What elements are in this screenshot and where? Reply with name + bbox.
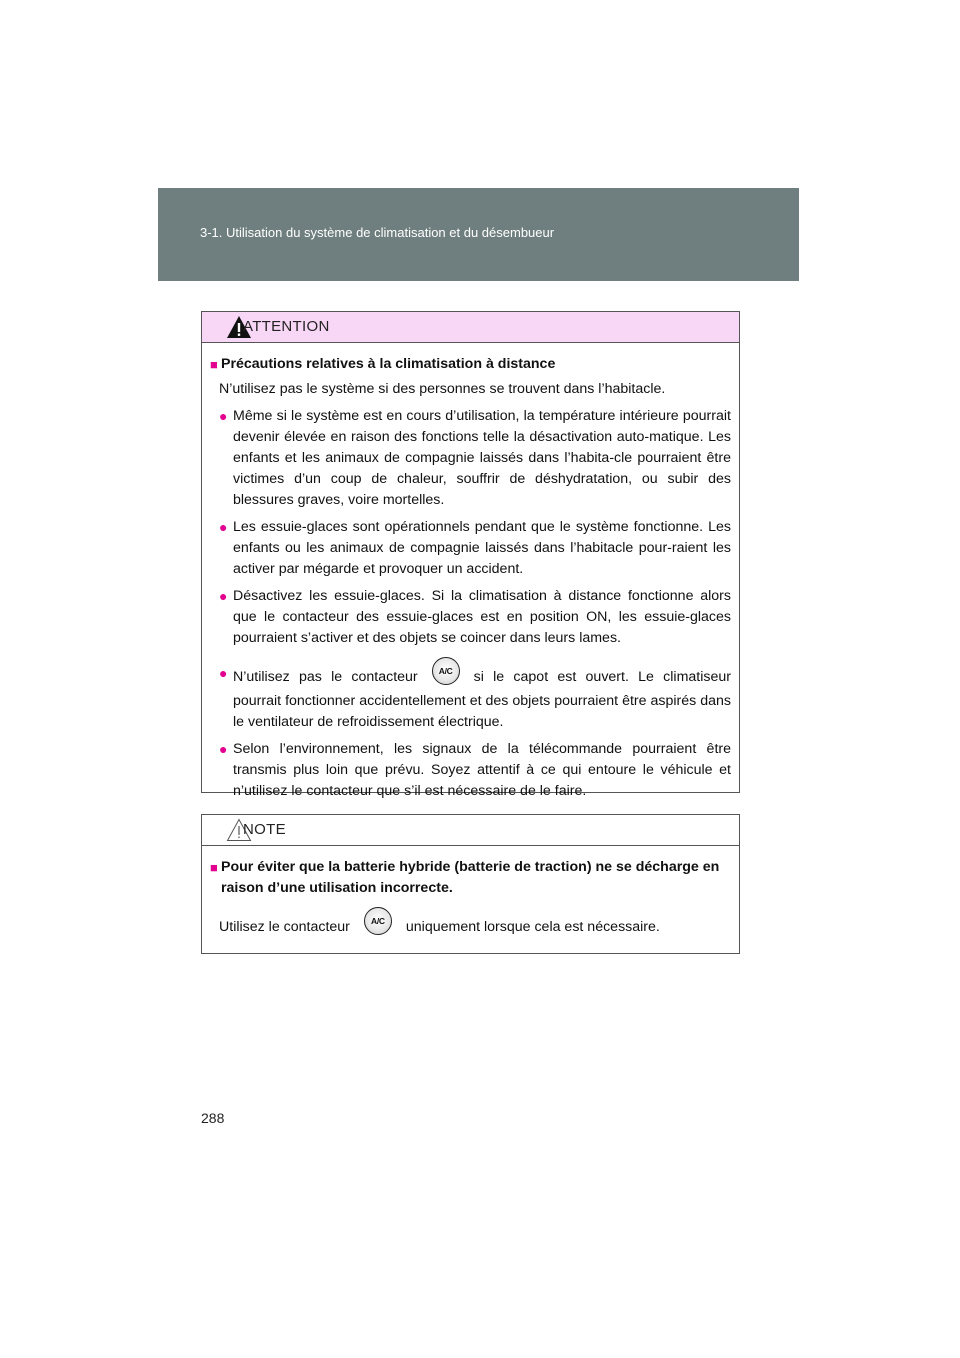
attention-title: ATTENTION — [243, 318, 330, 335]
ac-button-icon: A/C — [364, 907, 392, 935]
bullet-dot-icon: ● — [219, 588, 228, 604]
note-text: Utilisez le contacteur A/C uniquement lorsque cela est nécessaire. — [219, 913, 731, 941]
attention-intro: N’utilisez pas le système si des personnes se trouvent dans l’habitacle. — [219, 381, 666, 397]
breadcrumb: 3-1. Utilisation du système de climatisation et du désembueur — [200, 225, 555, 240]
list-item: ● Les essuie-glaces sont opérationnels pendant que le système fonctionne. Les enfants ou les animaux de compagnie laissés dans l’habitacle pour-raient les activer par mégarde et provoquer un accident. — [219, 517, 731, 580]
list-item: ● Selon l’environnement, les signaux de la télécommande pourraient être transmis plus loin que prévu. Soyez attentif à ce qui entoure le véhicule et n’utilisez le contacteur que s’il est nécessaire de le faire. — [219, 739, 731, 802]
bullet-dot-icon: ● — [219, 519, 228, 535]
ac-button-icon: A/C — [432, 657, 460, 685]
attention-section-title: ■ Précautions relatives à la climatisation à distance — [210, 354, 731, 375]
bullet-dot-icon: ● — [219, 408, 228, 424]
page-number: 288 — [201, 1110, 225, 1126]
note-title: NOTE — [243, 821, 286, 838]
attention-box — [201, 311, 740, 799]
list-item: ● Désactivez les essuie-glaces. Si la climatisation à distance fonctionne alors que le contacteur des essuie-glaces est en position ON, les essuie-glaces pourraient s’activer et des objets se coincer dans leurs lames. — [219, 586, 731, 649]
bullet-dot-icon: ● — [219, 741, 228, 757]
square-bullet-icon: ■ — [210, 860, 218, 875]
square-bullet-icon: ■ — [210, 357, 218, 372]
note-box — [201, 814, 740, 954]
attention-header — [202, 312, 739, 343]
note-section-title: ■ Pour éviter que la batterie hybride (batterie de traction) ne se décharge en raison d’une utilisation incorrecte. — [210, 857, 731, 899]
bullet-dot-icon: ● — [219, 665, 228, 681]
list-item: ● N’utilisez pas le contacteur A/C si le capot est ouvert. Le climatiseur pourrait fonctionner accidentellement et des objets pourraient être aspirés dans le ventilateur de refroidissement électrique. — [219, 663, 731, 733]
chapter-header-band — [158, 188, 799, 281]
list-item: ● Même si le système est en cours d’utilisation, la température intérieure pourrait devenir élevée en raison des fonctions telle la désactivation auto-matique. Les enfants et les animaux de compagnie laissés dans l’habita-cle pourraient être victimes d’un coup de chaleur, souffrir de déshydratation, ou subir des blessures graves, voire mortelles. — [219, 406, 731, 511]
note-header — [202, 815, 739, 846]
